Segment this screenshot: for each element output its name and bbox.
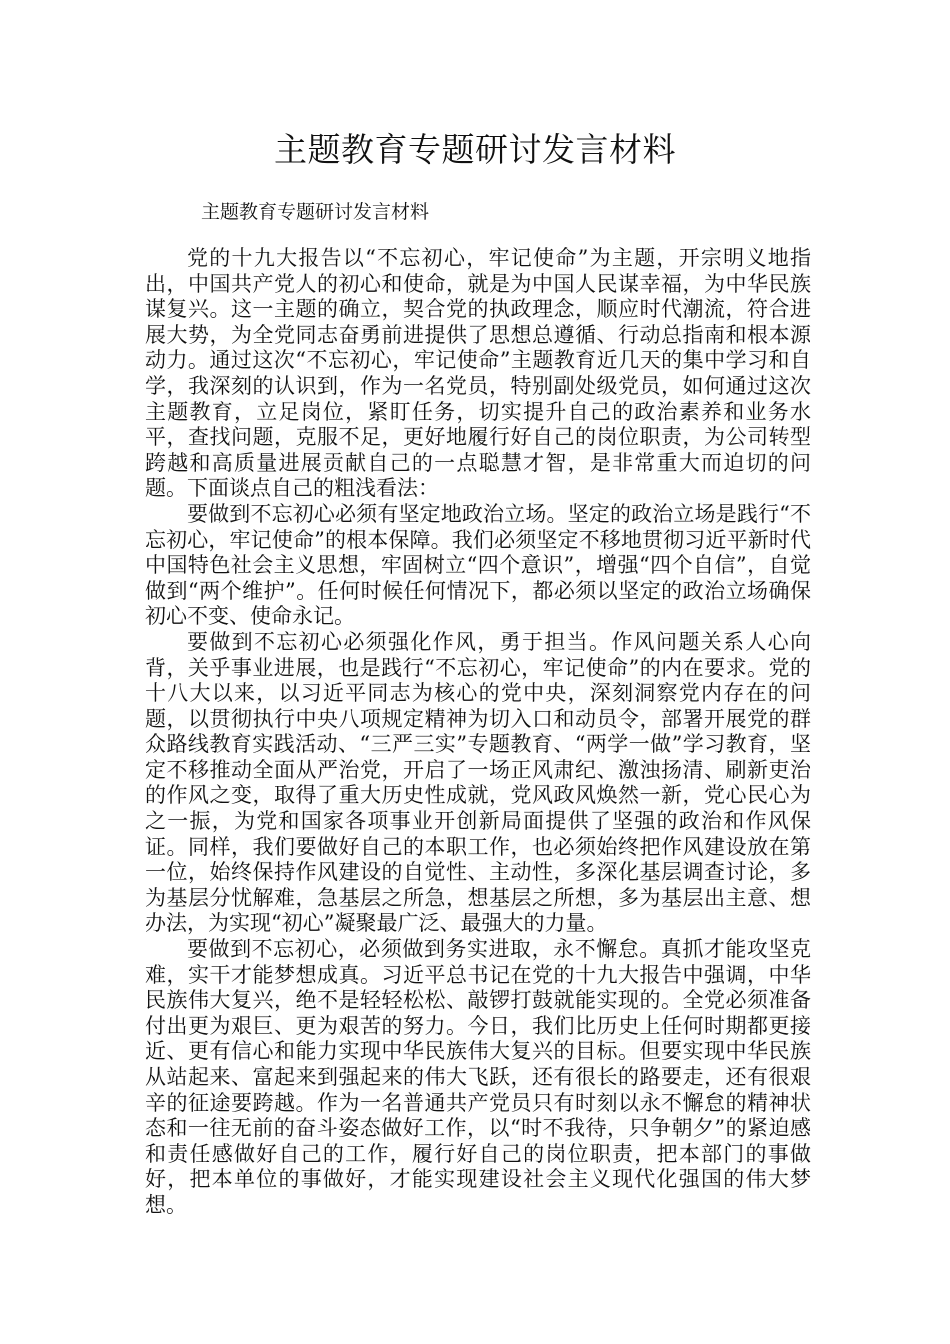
paragraph-2: 要做到不忘初心必须有坚定地政治立场。坚定的政治立场是践行“不忘初心，牢记使命”的根本保障。我们必须坚定不移地贯彻习近平新时代中国特色社会主义思想，牢固树立“四个意识”，增强“四个自信”，自觉做到“两个维护”。任何时候任何情况下，都必须以坚定的政治立场确保初心不变、使命永记。 bbox=[145, 501, 811, 629]
paragraph-1: 党的十九大报告以“不忘初心，牢记使命”为主题，开宗明义地指出，中国共产党人的初心和使命，就是为中国人民谋幸福，为中华民族谋复兴。这一主题的确立，契合党的执政理念，顺应时代潮流，符合进展大势，为全党同志奋勇前进提供了思想总遵循、行动总指南和根本源动力。通过这次“不忘初心，牢记使命”主题教育近几天的集中学习和自学，我深刻的认识到，作为一名党员，特别副处级党员，如何通过这次主题教育，立足岗位，紧盯任务，切实提升自己的政治素养和业务水平，查找问题，克服不足，更好地履行好自己的岗位职责，为公司转型跨越和高质量进展贡献自己的一点聪慧才智，是非常重大而迫切的问题。下面谈点自己的粗浅看法： bbox=[145, 246, 811, 501]
document-title: 主题教育专题研讨发言材料 bbox=[274, 130, 676, 169]
document-subtitle: 主题教育专题研讨发言材料 bbox=[201, 201, 430, 223]
document-body bbox=[145, 246, 811, 1219]
paragraph-4: 要做到不忘初心，必须做到务实进取，永不懈怠。真抓才能攻坚克难，实干才能梦想成真。习近平总书记在党的十九大报告中强调，中华民族伟大复兴，绝不是轻轻松松、敲锣打鼓就能实现的。全党必须准备付出更为艰巨、更为艰苦的努力。今日，我们比历史上任何时期都更接近、更有信心和能力实现中华民族伟大复兴的目标。但要实现中华民族从站起来、富起来到强起来的伟大飞跃，还有很长的路要走，还有很艰辛的征途要跨越。作为一名普通共产党员只有时刻以永不懈怠的精神状态和一往无前的奋斗姿态做好工作，以“时不我待，只争朝夕”的紧迫感和责任感做好自己的工作，履行好自己的岗位职责，把本部门的事做好，把本单位的事做好，才能实现建设社会主义现代化强国的伟大梦想。 bbox=[145, 937, 811, 1217]
paragraph-3: 要做到不忘初心必须强化作风，勇于担当。作风问题关系人心向背，关乎事业进展，也是践行“不忘初心，牢记使命”的内在要求。党的十八大以来，以习近平同志为核心的党中央，深刻洞察党内存在的问题，以贯彻执行中央八项规定精神为切入口和动员令，部署开展党的群众路线教育实践活动、“三严三实”专题教育、“两学一做”学习教育，坚定不移推动全面从严治党，开启了一场正风肃纪、激浊扬清、刷新吏治的作风之变，取得了重大历史性成就，党风政风焕然一新，党心民心为之一振，为党和国家各项事业开创新局面提供了坚强的政治和作风保证。同样，我们要做好自己的本职工作，也必须始终把作风建设放在第一位，始终保持作风建设的自觉性、主动性，多深化基层调查讨论，多为基层分忧解难，急基层之所急，想基层之所想，多为基层出主意、想办法，为实现“初心”凝聚最广泛、最强大的力量。 bbox=[145, 629, 811, 936]
